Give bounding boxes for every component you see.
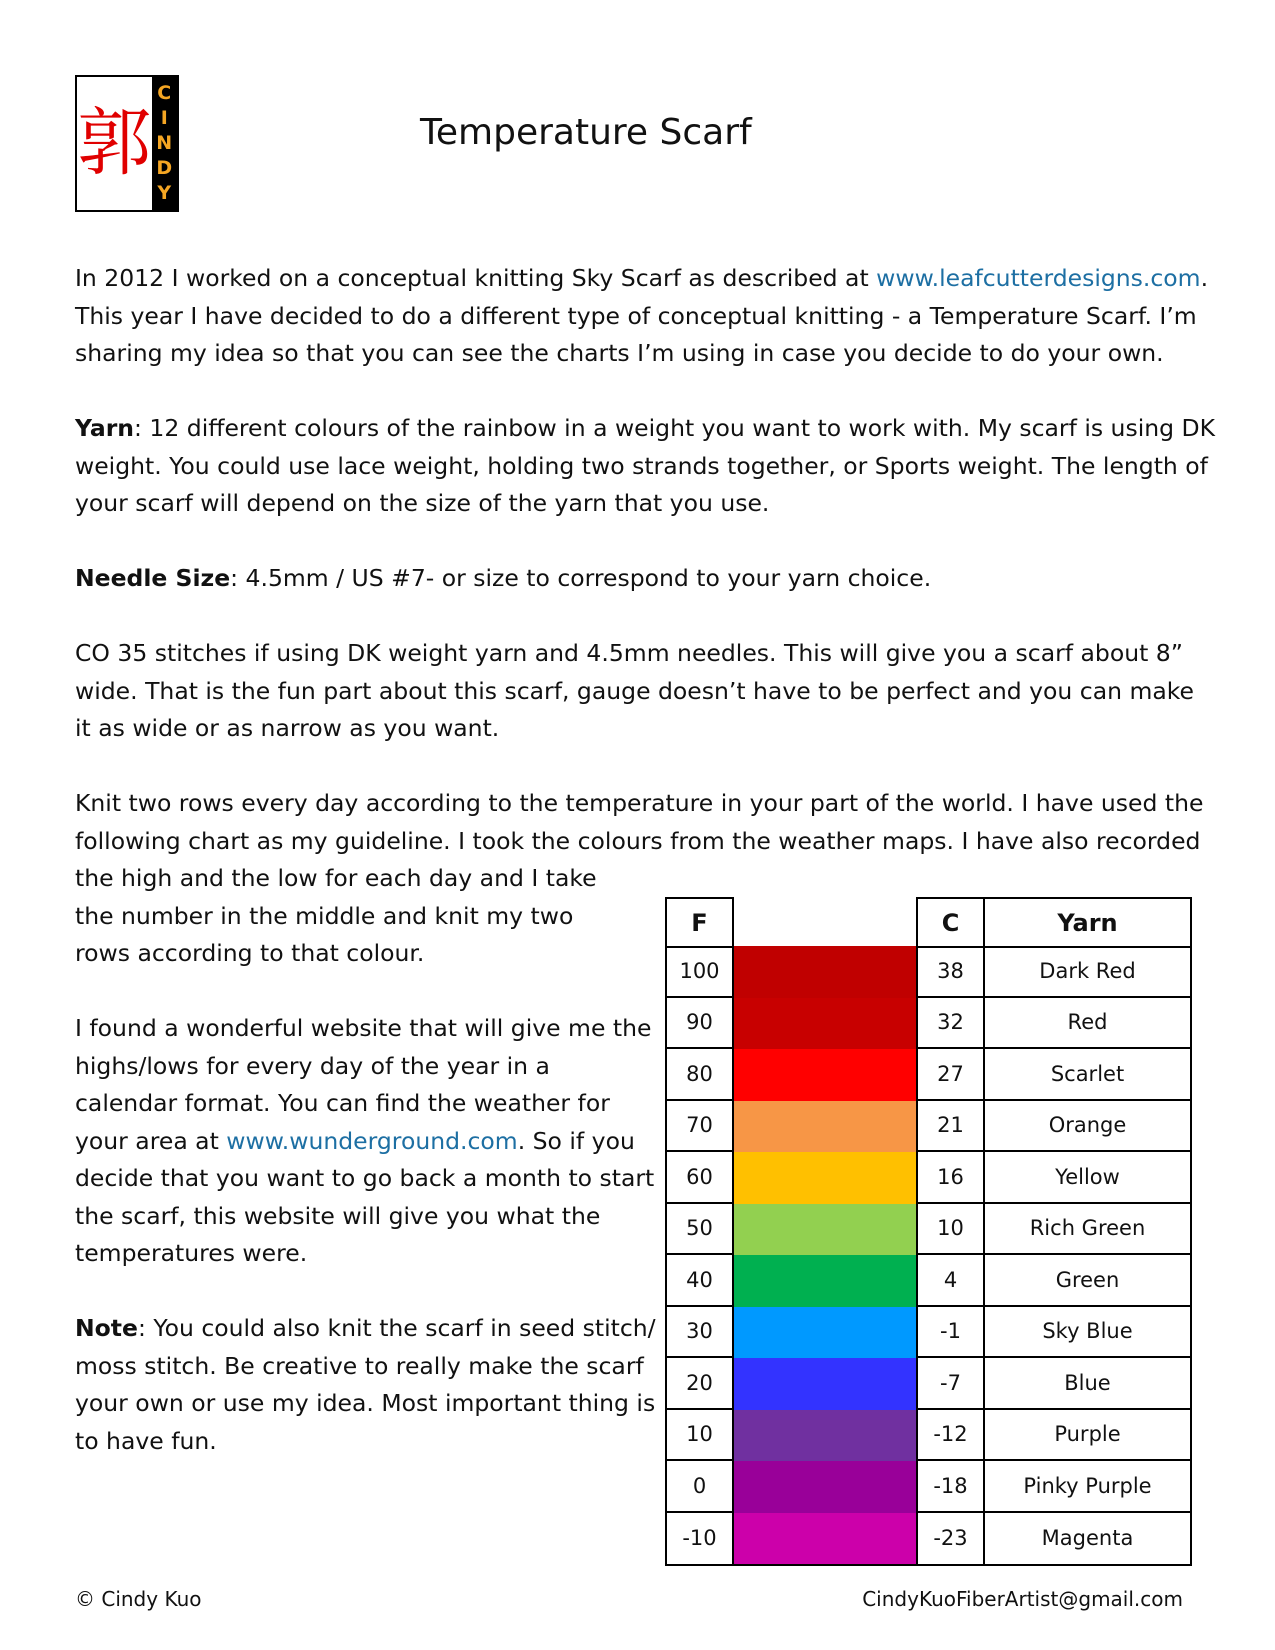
header-celsius: C [916, 897, 985, 948]
chart-row [667, 1513, 1190, 1565]
celsius-cell: -18 [918, 1461, 985, 1513]
celsius-cell: -23 [918, 1513, 985, 1565]
note-paragraph: Note: You could also knit the scarf in seed stitch/ moss stitch. Be creative to really make the scarf your own or use my idea. Most important thing is to have fun. [75, 1314, 656, 1455]
cast-on-paragraph: CO 35 stitches if using DK weight yarn and 4.5mm needles. This will give you a scarf about 8” wide. That is the fun part about this scarf, gauge doesn’t have to be perfect and you can make it as wide or as narrow as you want. [75, 639, 1194, 742]
fahrenheit-cell: -10 [667, 1513, 734, 1565]
celsius-cell: -7 [918, 1358, 985, 1410]
yarn-cell: Magenta [1041, 1526, 1134, 1551]
chart-row [667, 1358, 1190, 1410]
fahrenheit-cell: 0 [667, 1461, 734, 1513]
fahrenheit-cell: 20 [667, 1358, 734, 1410]
knit-paragraph-cont: the high and the low for each day and I take the number in the middle and knit my two rows according to that colour. [75, 864, 597, 967]
chart-row [667, 1255, 1190, 1307]
chart-row [667, 1204, 1190, 1256]
chart-row [667, 1049, 1190, 1101]
needle-label: Needle Size [75, 564, 231, 592]
fahrenheit-cell: 50 [667, 1204, 734, 1256]
yarn-cell: Rich Green [985, 1204, 1190, 1256]
celsius-cell: 10 [918, 1204, 985, 1256]
yarn-cell: Yellow [985, 1152, 1190, 1204]
color-swatch [734, 1513, 918, 1565]
celsius-cell: 32 [918, 998, 985, 1050]
logo-letter: N [156, 132, 173, 154]
chart-row [667, 1461, 1190, 1513]
color-swatch [734, 1461, 918, 1513]
logo-letter: D [156, 157, 173, 179]
celsius-cell: -12 [918, 1410, 985, 1462]
chart-row [667, 1152, 1190, 1204]
color-swatch [734, 1255, 918, 1307]
celsius-cell: 4 [918, 1255, 985, 1307]
copyright: © Cindy Kuo [75, 1587, 202, 1611]
yarn-paragraph: Yarn: 12 different colours of the rainbow in a weight you want to work with. My scarf is using DK weight. You could use lace weight, holding two strands together, or Sports weight. The length of your scarf will depend on the size of the yarn that you use. [75, 414, 1216, 517]
color-swatch [734, 946, 918, 998]
fahrenheit-cell: 100 [667, 946, 734, 998]
fahrenheit-cell: 90 [667, 998, 734, 1050]
fahrenheit-cell: 70 [667, 1101, 734, 1153]
color-swatch [734, 998, 918, 1050]
intro-paragraph: In 2012 I worked on a conceptual knitting Sky Scarf as described at www.leafcutterdesigns.com. This year I have decided to do a different type of conceptual knitting - a Temperature Scarf. I’m sharing my idea so that you can see the charts I’m using in case you decide to do your own. [75, 264, 1209, 367]
yarn-cell: Blue [985, 1358, 1190, 1410]
color-swatch [734, 1152, 918, 1204]
chart-row [667, 1307, 1190, 1359]
header-yarn: Yarn [983, 897, 1192, 948]
logo-letter: Y [157, 182, 172, 204]
yarn-cell: Scarlet [985, 1049, 1190, 1101]
yarn-cell: Pinky Purple [985, 1461, 1190, 1513]
yarn-cell: Purple [985, 1410, 1190, 1462]
fahrenheit-cell: 60 [667, 1152, 734, 1204]
chart-row [667, 1101, 1190, 1153]
yarn-cell: Green [985, 1255, 1190, 1307]
color-swatch [734, 1307, 918, 1359]
yarn-cell: Sky Blue [985, 1307, 1190, 1359]
chart-row [667, 1410, 1190, 1462]
yarn-cell: Orange [985, 1101, 1190, 1153]
celsius-cell: 38 [918, 946, 985, 998]
contact-email[interactable]: CindyKuoFiberArtist@gmail.com [862, 1587, 1183, 1611]
logo-letter: I [160, 107, 168, 129]
celsius-cell: 27 [918, 1049, 985, 1101]
chart-grid [665, 946, 1192, 1566]
celsius-cell: -1 [918, 1307, 985, 1359]
color-swatch [734, 1101, 918, 1153]
logo [75, 75, 179, 212]
fahrenheit-cell: 80 [667, 1049, 734, 1101]
header-fahrenheit: F [665, 897, 734, 948]
celsius-cell: 21 [918, 1101, 985, 1153]
website-paragraph: I found a wonderful website that will give me the highs/lows for every day of the year in a calendar format. You can find the weather for your area at www.wunderground.com. So if you decide that you want to go back a month to start the scarf, this website will give you what the temperatures were. [75, 1014, 655, 1267]
temperature-chart [665, 897, 1192, 1564]
celsius-cell: 16 [918, 1152, 985, 1204]
yarn-cell: Red [985, 998, 1190, 1050]
yarn-cell: Dark Red [985, 946, 1190, 998]
fahrenheit-cell: 30 [667, 1307, 734, 1359]
color-swatch [734, 1204, 918, 1256]
color-swatch [734, 1049, 918, 1101]
leafcutter-link[interactable]: www.leafcutterdesigns.com [876, 264, 1201, 292]
needle-paragraph: Needle Size: 4.5mm / US #7- or size to correspond to your yarn choice. [75, 564, 932, 592]
logo-glyph: 郭 [77, 77, 152, 210]
yarn-label: Yarn [75, 414, 135, 442]
logo-name-strip [152, 77, 177, 210]
knit-paragraph: Knit two rows every day according to the temperature in your part of the world. I have used the following chart as my guideline. I took the colours from the weather maps. I have also recorded [75, 789, 1204, 855]
color-swatch [734, 1410, 918, 1462]
logo-letter: C [157, 82, 172, 104]
wunderground-link[interactable]: www.wunderground.com [226, 1126, 518, 1155]
note-label: Note [75, 1314, 138, 1342]
page-title: Temperature Scarf [420, 112, 752, 153]
fahrenheit-cell: 40 [667, 1255, 734, 1307]
chart-row [667, 998, 1190, 1050]
chart-row [667, 946, 1190, 998]
color-swatch [734, 1358, 918, 1410]
fahrenheit-cell: 10 [667, 1410, 734, 1462]
